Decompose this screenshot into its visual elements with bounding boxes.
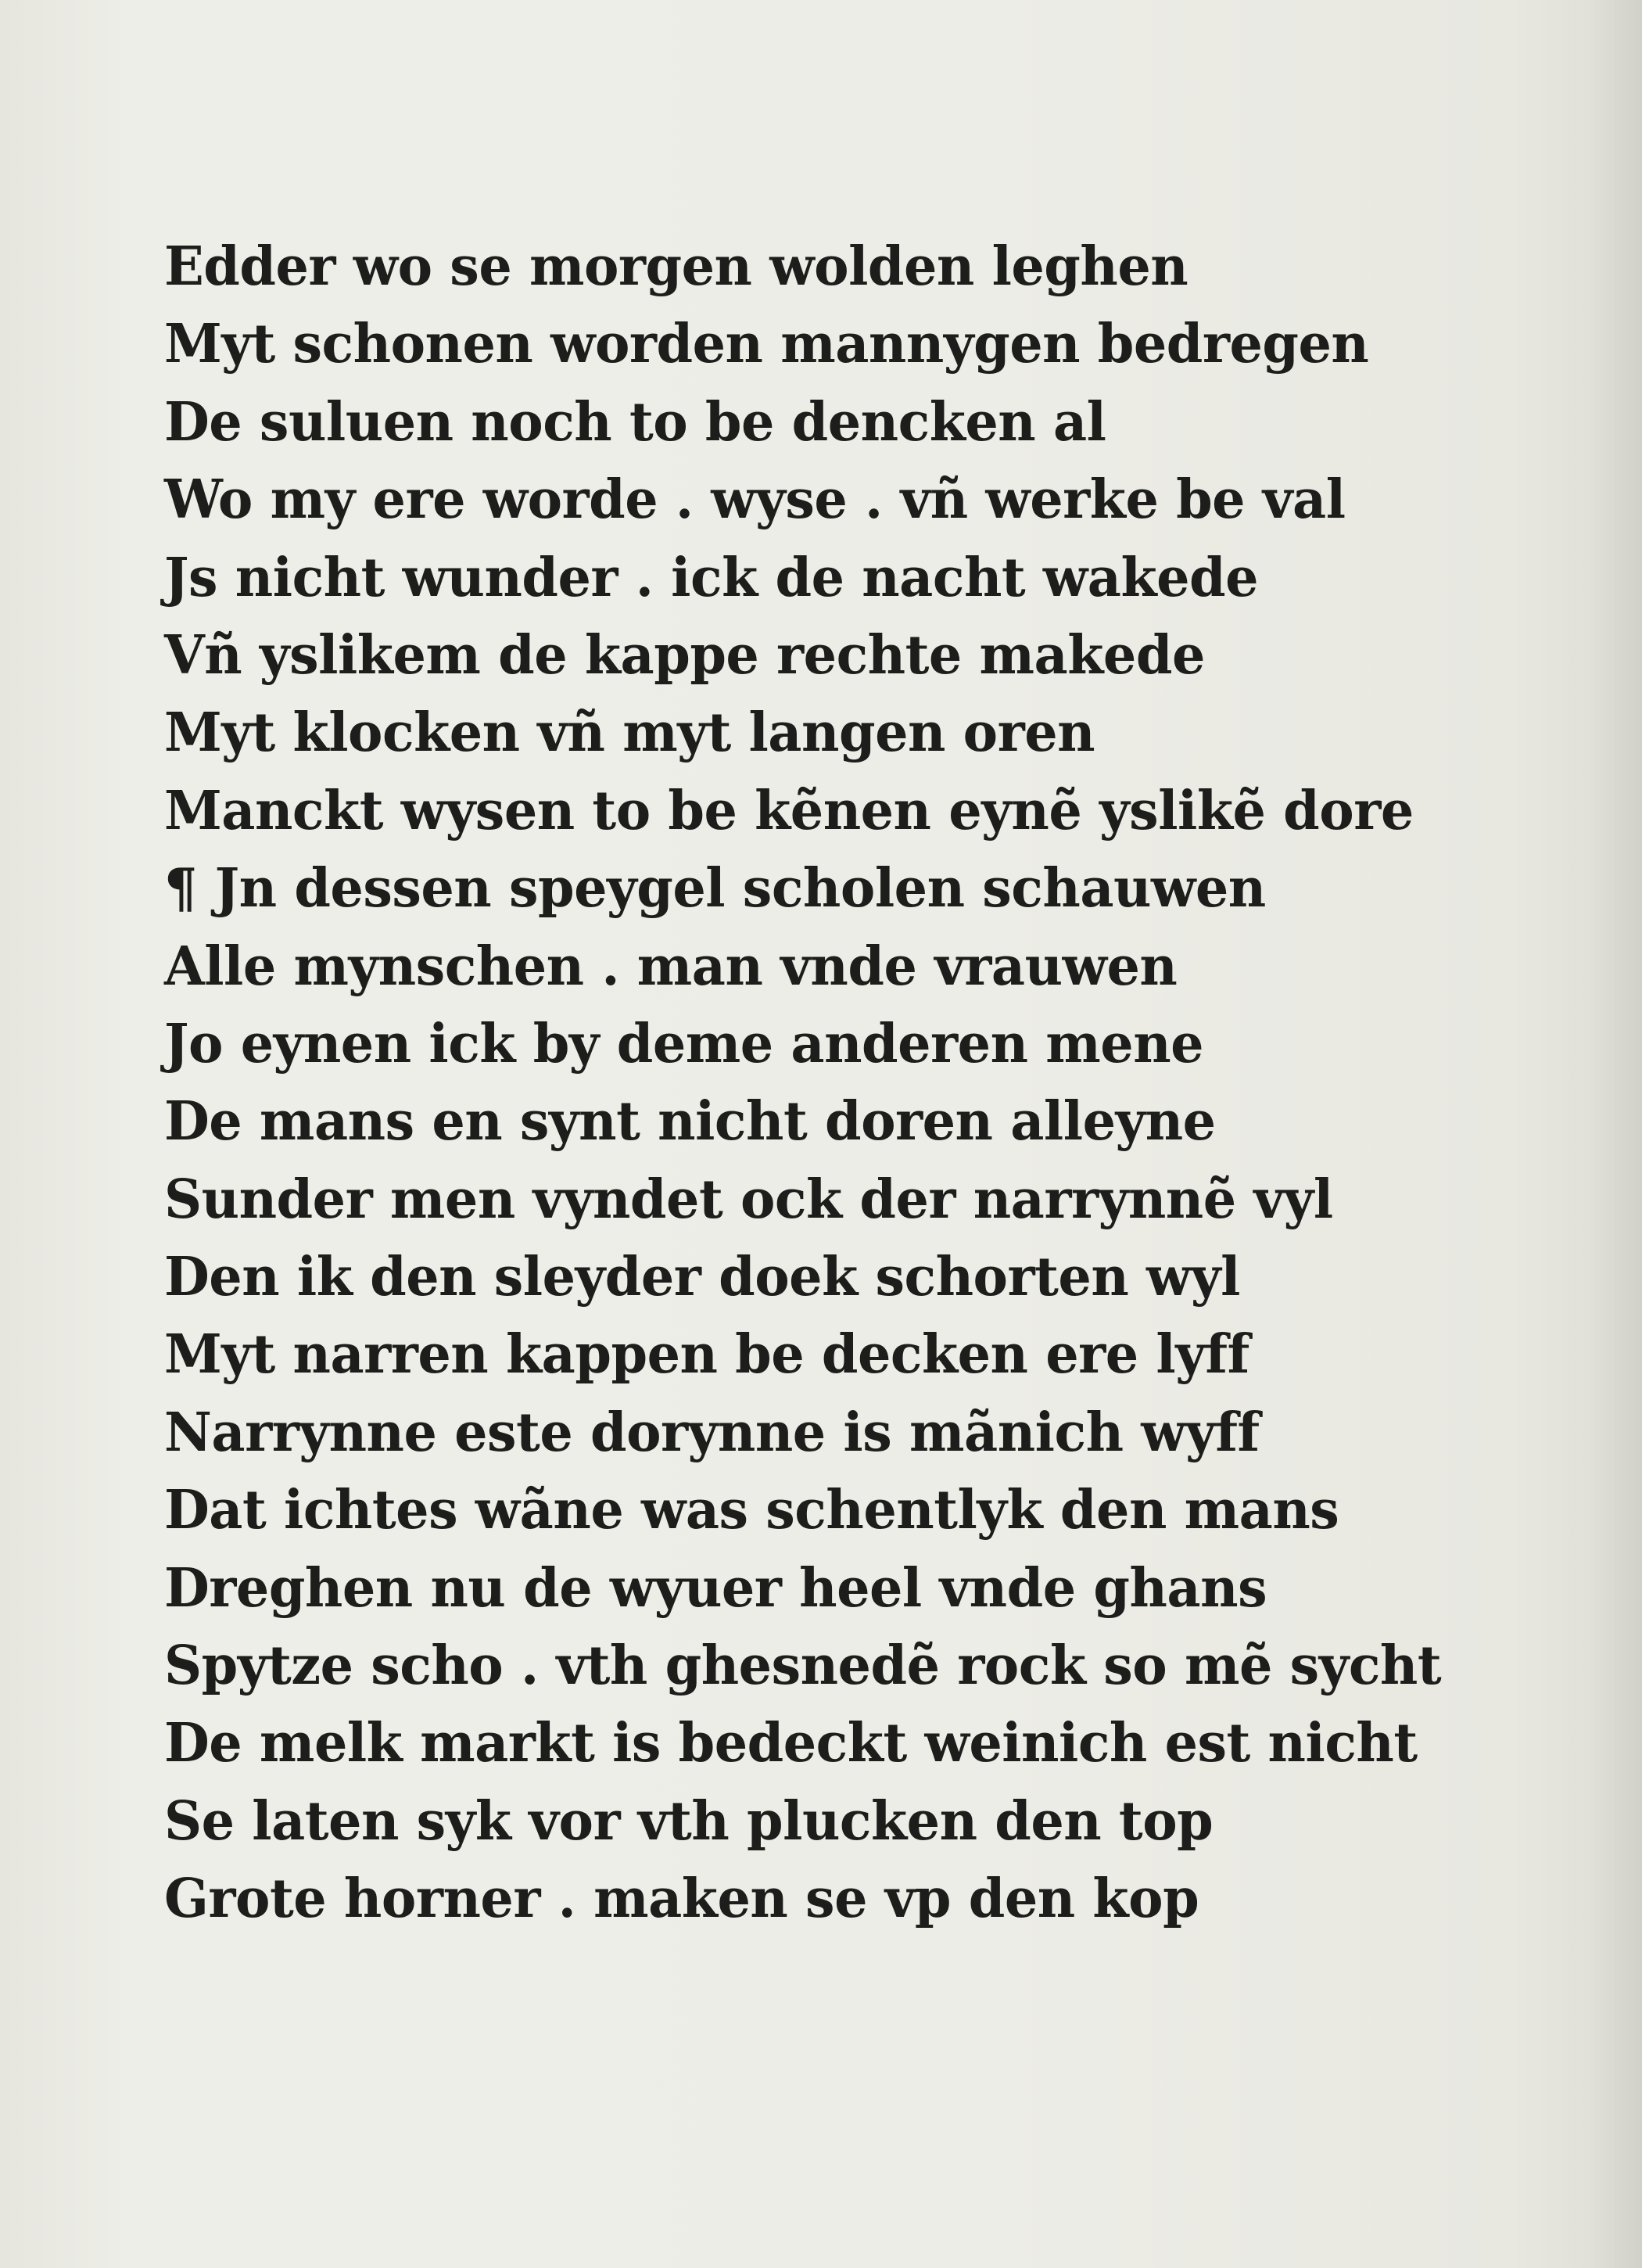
verse-line: De melk markt is bedeckt weinich est nicht bbox=[164, 1712, 1418, 1775]
verse-line: Manckt wysen to be kẽnen eynẽ yslikẽ dore bbox=[164, 779, 1414, 842]
verse-line: De suluen noch to be dencken al bbox=[164, 390, 1106, 454]
verse-line: Grote horner . maken se vp den kop bbox=[164, 1868, 1199, 1931]
verse-line: Spytze scho . vth ghesnedẽ rock so mẽ sycht bbox=[164, 1635, 1442, 1698]
verse-line: ¶ Jn dessen speygel scholen schauwen bbox=[164, 857, 1266, 920]
verse-line: Dreghen nu de wyuer heel vnde ghans bbox=[164, 1556, 1267, 1620]
page-gutter-shadow bbox=[1587, 0, 1642, 2268]
verse-text-block bbox=[164, 228, 1572, 1939]
verse-line: Vñ yslikem de kappe rechte makede bbox=[164, 623, 1205, 687]
verse-line: Myt schonen worden mannygen bedregen bbox=[164, 313, 1369, 376]
verse-line: Myt klocken vñ myt langen oren bbox=[164, 702, 1095, 765]
verse-line: De mans en synt nicht doren alleyne bbox=[164, 1090, 1216, 1154]
verse-line: Sunder men vyndet ock der narrynnẽ vyl bbox=[164, 1168, 1333, 1231]
verse-line: Myt narren kappen be decken ere lyff bbox=[164, 1323, 1249, 1387]
verse-line: Jo eynen ick by deme anderen mene bbox=[164, 1012, 1204, 1075]
verse-line: Js nicht wunder . ick de nacht wakede bbox=[164, 546, 1259, 609]
verse-line: Edder wo se morgen wolden leghen bbox=[164, 235, 1188, 298]
verse-line: Narrynne este dorynne is mãnich wyff bbox=[164, 1401, 1260, 1464]
verse-line: Dat ichtes wãne was schentlyk den mans bbox=[164, 1479, 1339, 1542]
verse-line: Den ik den sleyder doek schorten wyl bbox=[164, 1246, 1240, 1309]
verse-line: Wo my ere worde . wyse . vñ werke be val bbox=[164, 468, 1346, 532]
verse-line: Alle mynschen . man vnde vrauwen bbox=[164, 935, 1178, 998]
verse-line: Se laten syk vor vth plucken den top bbox=[164, 1789, 1214, 1853]
